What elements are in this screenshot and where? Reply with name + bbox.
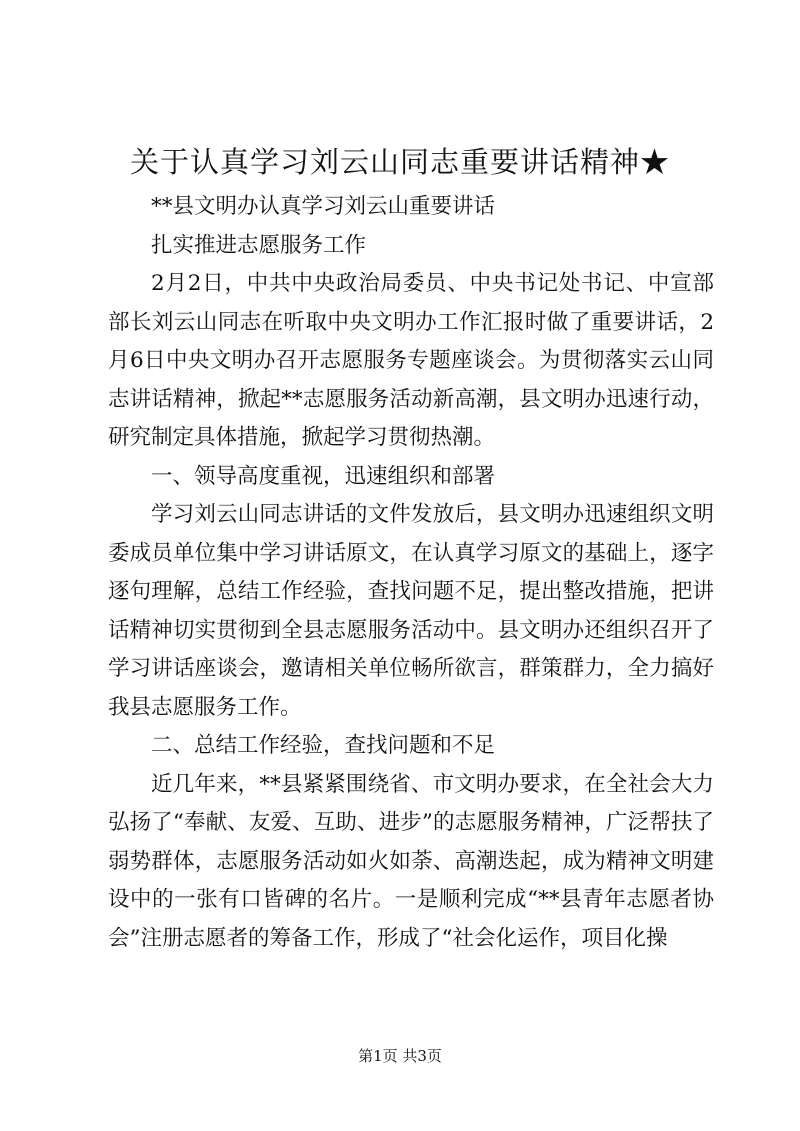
subtitle-line-2: 扎实推进志愿服务工作 <box>151 232 367 258</box>
document-title: 关于认真学习刘云山同志重要讲话精神★ <box>129 145 670 179</box>
paragraph-intro: 2月2日，中共中央政治局委员、中央书记处书记、中宣部部长刘云山同志在听取中央文明办工作汇报时做了重要讲话，2月6日中央文明办召开志愿服务专题座谈会。为贯彻落实云山同志讲话精神，掀起**志愿服务活动新高潮，县文明办迅速行动，研究制定具体措施，掀起学习贯彻热潮。 <box>108 271 714 450</box>
subtitle-line-1: **县文明办认真学习刘云山重要讲话 <box>151 194 496 219</box>
paragraph-section-2: 近几年来，**县紧紧围绕省、市文明办要求，在全社会大力弘扬了“奉献、友爱、互助、进步”的志愿服务精神，广泛帮扶了弱势群体，志愿服务活动如火如荼、高潮迭起，成为精神文明建设中的一张有口皆碑的名片。一是顺利完成“**县青年志愿者协会”注册志愿者的筹备工作，形成了“社会化运作，项目化操 <box>108 771 714 951</box>
paragraph-section-1: 学习刘云山同志讲话的文件发放后，县文明办迅速组织文明委成员单位集中学习讲话原文，在认真学习原文的基础上，逐字逐句理解，总结工作经验，查找问题不足，提出整改措施，把讲话精神切实贯彻到全县志愿服务活动中。县文明办还组织召开了学习讲话座谈会，邀请相关单位畅所欲言，群策群力，全力搞好我县志愿服务工作。 <box>108 502 714 720</box>
section-heading-2: 二、总结工作经验，查找问题和不足 <box>151 733 496 758</box>
section-heading-1: 一、领导高度重视，迅速组织和部署 <box>151 463 496 489</box>
document-body <box>108 188 714 958</box>
page-number-footer: 第1页 共3页 <box>358 1047 442 1065</box>
